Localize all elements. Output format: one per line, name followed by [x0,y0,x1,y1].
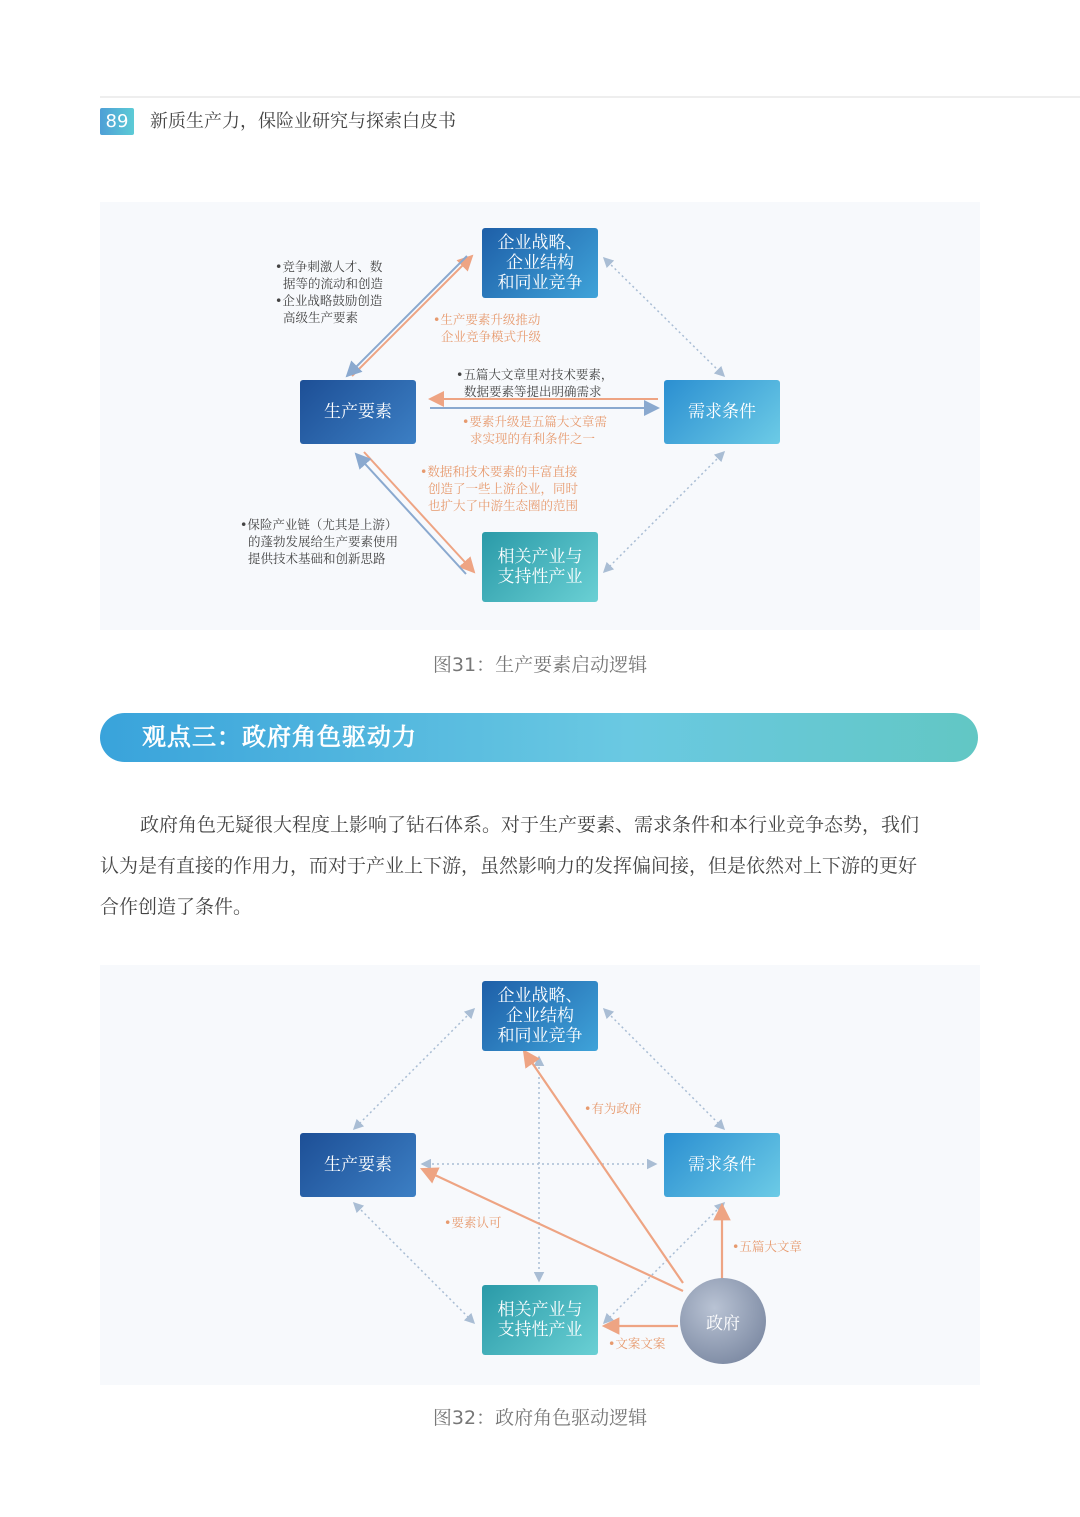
node-demand-conditions: 需求条件 [664,1133,780,1197]
node-enterprise-strategy: 企业战略、 企业结构 和同业竞争 [482,981,598,1051]
paragraph-line: 政府角色无疑很大程度上影响了钻石体系。对于生产要素、需求条件和本行业竞争态势，我们 [140,814,920,836]
figure-32-caption: 图32：政府角色驱动逻辑 [432,1407,648,1429]
node-demand-conditions: 需求条件 [664,380,780,444]
figure-31-diagram [100,202,980,630]
note-competition-stimulates: •竞争刺激人才、数 据等的流动和创造 •企业战略鼓励创造 高级生产要素 [275,259,384,325]
figure-32-diagram [100,965,980,1385]
section-banner [100,713,978,762]
body-paragraph [100,805,980,928]
node-production-factors: 生产要素 [300,380,416,444]
node-related-industries: 相关产业与 支持性产业 [482,1285,598,1355]
label-proactive-government: •有为政府 [584,1101,642,1116]
node-related-industries: 相关产业与 支持性产业 [482,532,598,602]
note-five-articles-demand: •五篇大文章里对技术要素， 数据要素等提出明确需求 [456,367,614,399]
note-insurance-chain: •保险产业链（尤其是上游） 的蓬勃发展给生产要素使用 提供技术基础和创新思路 [240,517,399,566]
note-factor-upgrade: •生产要素升级推动 企业竞争模式升级 [433,312,542,344]
label-five-articles: •五篇大文章 [732,1239,802,1254]
node-production-factors: 生产要素 [300,1133,416,1197]
label-copy-text: •文案文案 [608,1336,666,1351]
label-factor-recognition: •要素认可 [444,1215,502,1230]
header-divider [100,96,1080,98]
section-title: 观点三：政府角色驱动力 [142,723,417,751]
node-government: 政府 [680,1278,766,1364]
note-factor-upgrade-condition: •要素升级是五篇大文章需 求实现的有利条件之一 [462,414,607,446]
running-title: 新质生产力，保险业研究与探索白皮书 [150,111,456,132]
paragraph-line: 合作创造了条件。 [100,896,253,918]
paragraph-line: 认为是有直接的作用力，而对于产业上下游，虽然影响力的发挥偏间接，但是依然对上下游的更好 [100,855,918,877]
page-number-badge: 89 [100,108,134,135]
figure-31-caption: 图31：生产要素启动逻辑 [432,654,648,676]
node-enterprise-strategy: 企业战略、 企业结构 和同业竞争 [482,228,598,298]
note-data-tech-rich: •数据和技术要素的丰富直接 创造了一些上游企业，同时 也扩大了中游生态圈的范围 [420,464,579,513]
